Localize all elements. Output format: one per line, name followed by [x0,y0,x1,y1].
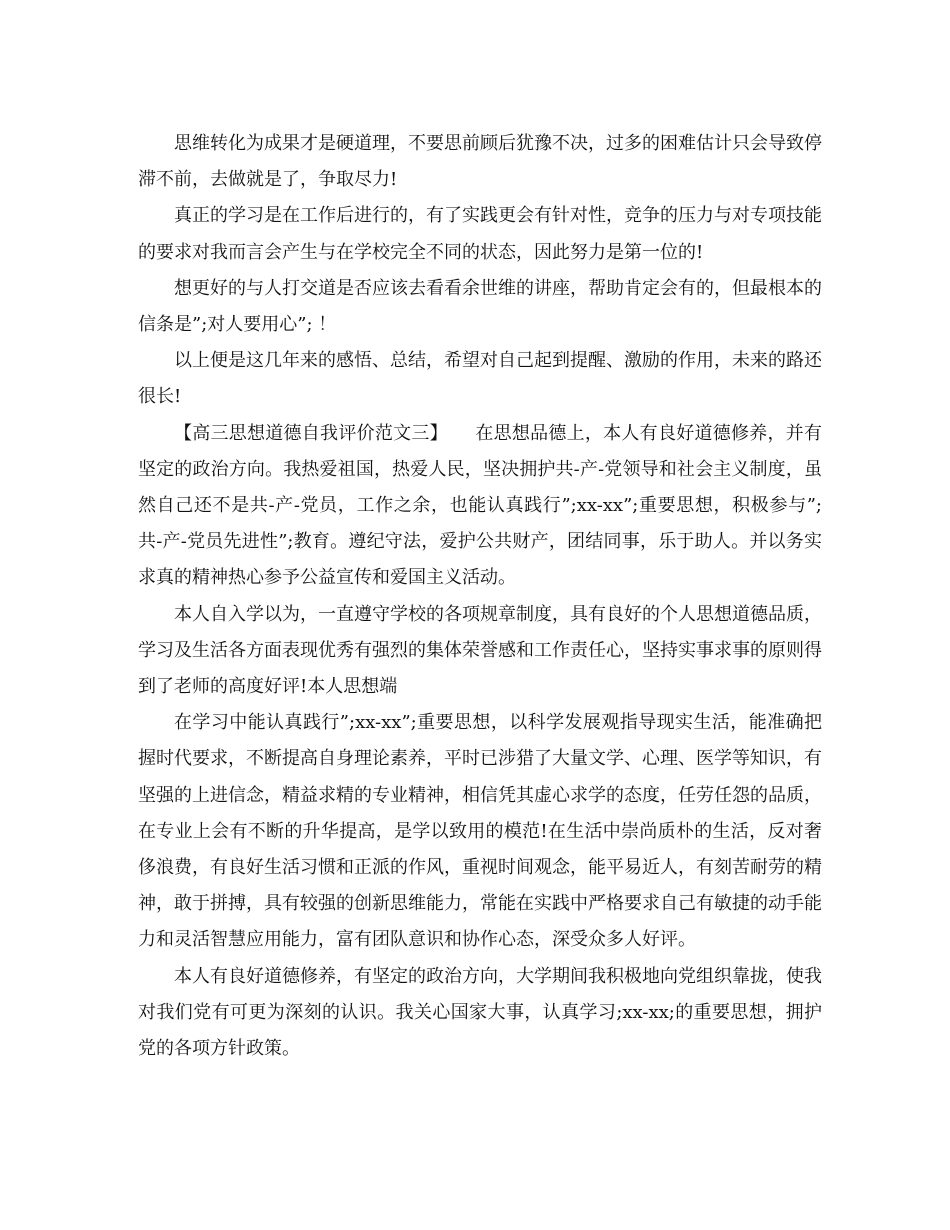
paragraph-8: 本人有良好道德修养，有坚定的政治方向，大学期间我积极地向党组织靠拢，使我对我们党有可更为深刻的认识。我关心国家大事，认真学习;xx-xx;的重要思想，拥护党的各项方针政策。 [138,965,822,1060]
paragraph-6: 本人自入学以为，一直遵守学校的各项规章制度，具有良好的个人思想道德品质，学习及生活各方面表现优秀有强烈的集体荣誉感和工作责任心，坚持实事求事的原则得到了老师的高度好评!本人思想端 [138,603,822,698]
document-body [138,126,822,1067]
paragraph-1: 思维转化为成果才是硬道理，不要思前顾后犹豫不决，过多的困难估计只会导致停滞不前，去做就是了，争取尽力! [138,133,822,191]
paragraph-2: 真正的学习是在工作后进行的，有了实践更会有针对性，竞争的压力与对专项技能的要求对我而言会产生与在学校完全不同的状态，因此努力是第一位的! [138,205,822,263]
paragraph-3: 想更好的与人打交道是否应该去看看余世维的讲座，帮助肯定会有的，但最根本的信条是”;对人要用心”; ！ [138,277,822,336]
paragraph-7: 在学习中能认真践行”;xx-xx”;重要思想，以科学发展观指导现实生活，能准确把握时代要求，不断提高自身理论素养，平时已涉猎了大量文学、心理、医学等知识，有坚强的上进信念，精益求精的专业精神，相信凭其虚心求学的态度，任劳任怨的品质，在专业上会有不断的升华提高，是学以致用的模范!在生活中崇尚质朴的生活，反对奢侈浪费，有良好生活习惯和正派的作风，重视时间观念，能平易近人，有刻苦耐劳的精神，敢于拼搏，具有较强的创新思维能力，常能在实践中严格要求自己有敏捷的动手能力和灵活智慧应用能力，富有团队意识和协作心态，深受众多人好评。 [138,712,822,951]
paragraph-5: 【高三思想道德自我评价范文三】 在思想品德上，本人有良好道德修养，并有坚定的政治方向。我热爱祖国，热爱人民，坚决拥护共-产-党领导和社会主义制度，虽然自己还不是共-产-党员，工作之余，也能认真践行”;xx-xx”;重要思想，积极参与”;共-产-党员先进性”;教育。遵纪守法，爱护公共财产，团结同事，乐于助人。并以务实求真的精神热心参予公益宣传和爱国主义活动。 [138,422,822,589]
paragraph-4: 以上便是这几年来的感悟、总结，希望对自己起到提醒、激励的作用，未来的路还很长! [138,350,822,408]
